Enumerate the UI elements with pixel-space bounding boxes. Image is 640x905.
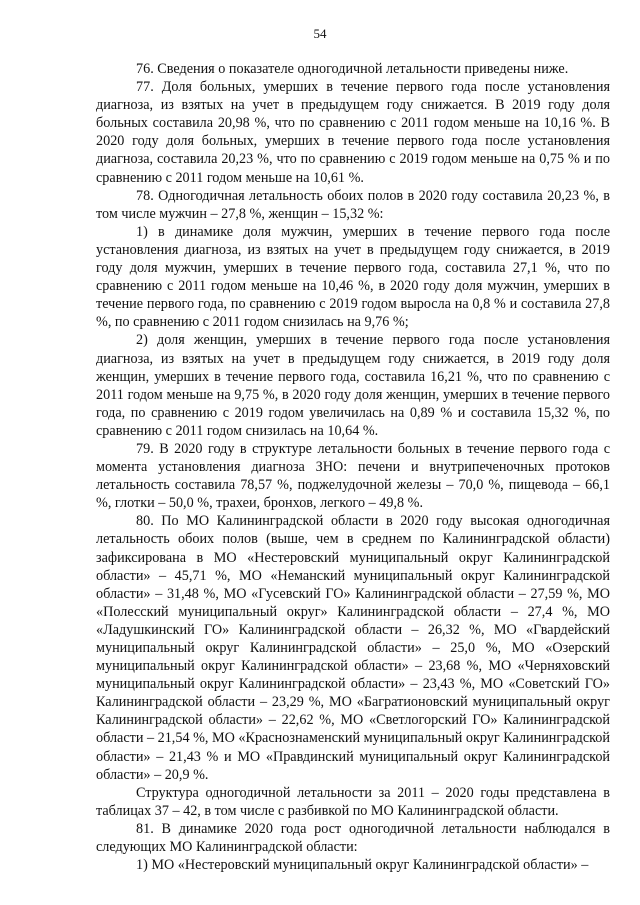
paragraph-78-item-2: 2) доля женщин, умерших в течение первого года после установления диагноза, из взятых на учет в предыдущем году снижается, в 2019 году доля женщин, умерших в течение первого года, составила 16,21 %, что по сравнению с 2011 годом меньше на 9,75 %, в 2020 году доля женщин, умерших в течение первого года, по сравнению с 2019 годом увеличилась на 0,89 % и составила 15,32 %, по сравнению с 2011 годом снизилась на 10,64 %. (96, 332, 610, 439)
paragraph-78: 78. Одногодичная летальность обоих полов в 2020 году составила 20,23 %, в том числе мужчин – 27,8 %, женщин – 15,32 %: (96, 187, 610, 222)
paragraph-76: 76. Сведения о показателе одногодичной летальности приведены ниже. (136, 61, 569, 77)
paragraph-77: 77. Доля больных, умерших в течение первого года после установления диагноза, из взятых на учет в предыдущем году снижается. В 2019 году доля больных составила 20,98 %, что по сравнению с 2011 годом меньше на 10,16 %. В 2020 году доля больных, умерших в течение первого года после установления диагноза, составила 20,23 %, что по сравнению с 2019 годом меньше на 0,75 % и по сравнению с 2011 годом меньше на 10,61 %. (96, 79, 610, 186)
paragraph-79: 79. В 2020 году в структуре летальности больных в течение первого года с момента установления диагноза ЗНО: печени и внутрипеченочных протоков летальность составила 78,57 %, поджелудочной железы – 70,0 %, пищевода – 66,1 %, глотки – 50,0 %, трахеи, бронхов, легкого – 49,8 %. (96, 440, 610, 512)
page-number: 54 (313, 26, 327, 41)
paragraph-81: 81. В динамике 2020 года рост одногодичной летальности наблюдался в следующих МО Калининградской области: (96, 820, 610, 856)
paragraph-80: 80. По МО Калининградской области в 2020 году высокая одногодичная летальность обоих полов (выше, чем в среднем по Калининградской области) зафиксирована в МО «Нестеровский муниципальный округ Калининградской области» – 45,71 %, МО «Неманский муниципальный округ Калининградской области» – 31,48 %, МО «Гусевский ГО» Калининградской области – 27,59 %, МО «Полесский муниципальный округ» Калининградской области – 27,4 %, МО «Ладушкинский ГО» Калининградской области – 26,32 %, МО «Гвардейский муниципальный округ Калининградской области» – 25,0 %, МО «Озерский муниципальный округ Калининградской области» – 23,68 %, МО «Черняховский муниципальный округ Калининградской области» – 23,43 %, МО «Советский ГО» Калининградской области – 23,29 %, МО «Багратионовский муниципальный округ Калининградской области» – 22,62 %, МО «Светлогорский ГО» Калининградской области – 21,54 %, МО «Краснознаменский муниципальный округ Калининградской области» – 21,43 % и МО «Правдинский муниципальный округ Калининградской области» – 20,9 %. (96, 513, 610, 783)
paragraph-81-item-1: 1) МО «Нестеровский муниципальный округ Калининградской области» – (136, 857, 589, 874)
paragraph-structure-note: Структура одногодичной летальности за 2011 – 2020 годы представлена в таблицах 37 – 42, в том числе с разбивкой по МО Калининградской области. (96, 784, 610, 819)
document-body (96, 60, 610, 874)
paragraph-78-item-1: 1) в динамике доля мужчин, умерших в течение первого года после установления диагноза, из взятых на учет в предыдущем году снижается, в 2019 году доля мужчин, умерших в течение первого года, составила 27,1 %, что по сравнению с 2011 годом меньше на 10,46 %, в 2020 году доля мужчин, умерших в течение первого года, по сравнению с 2019 годом выросла на 0,8 % и составила 27,8 %, по сравнению с 2011 годом снизилась на 9,76 %; (96, 223, 610, 331)
